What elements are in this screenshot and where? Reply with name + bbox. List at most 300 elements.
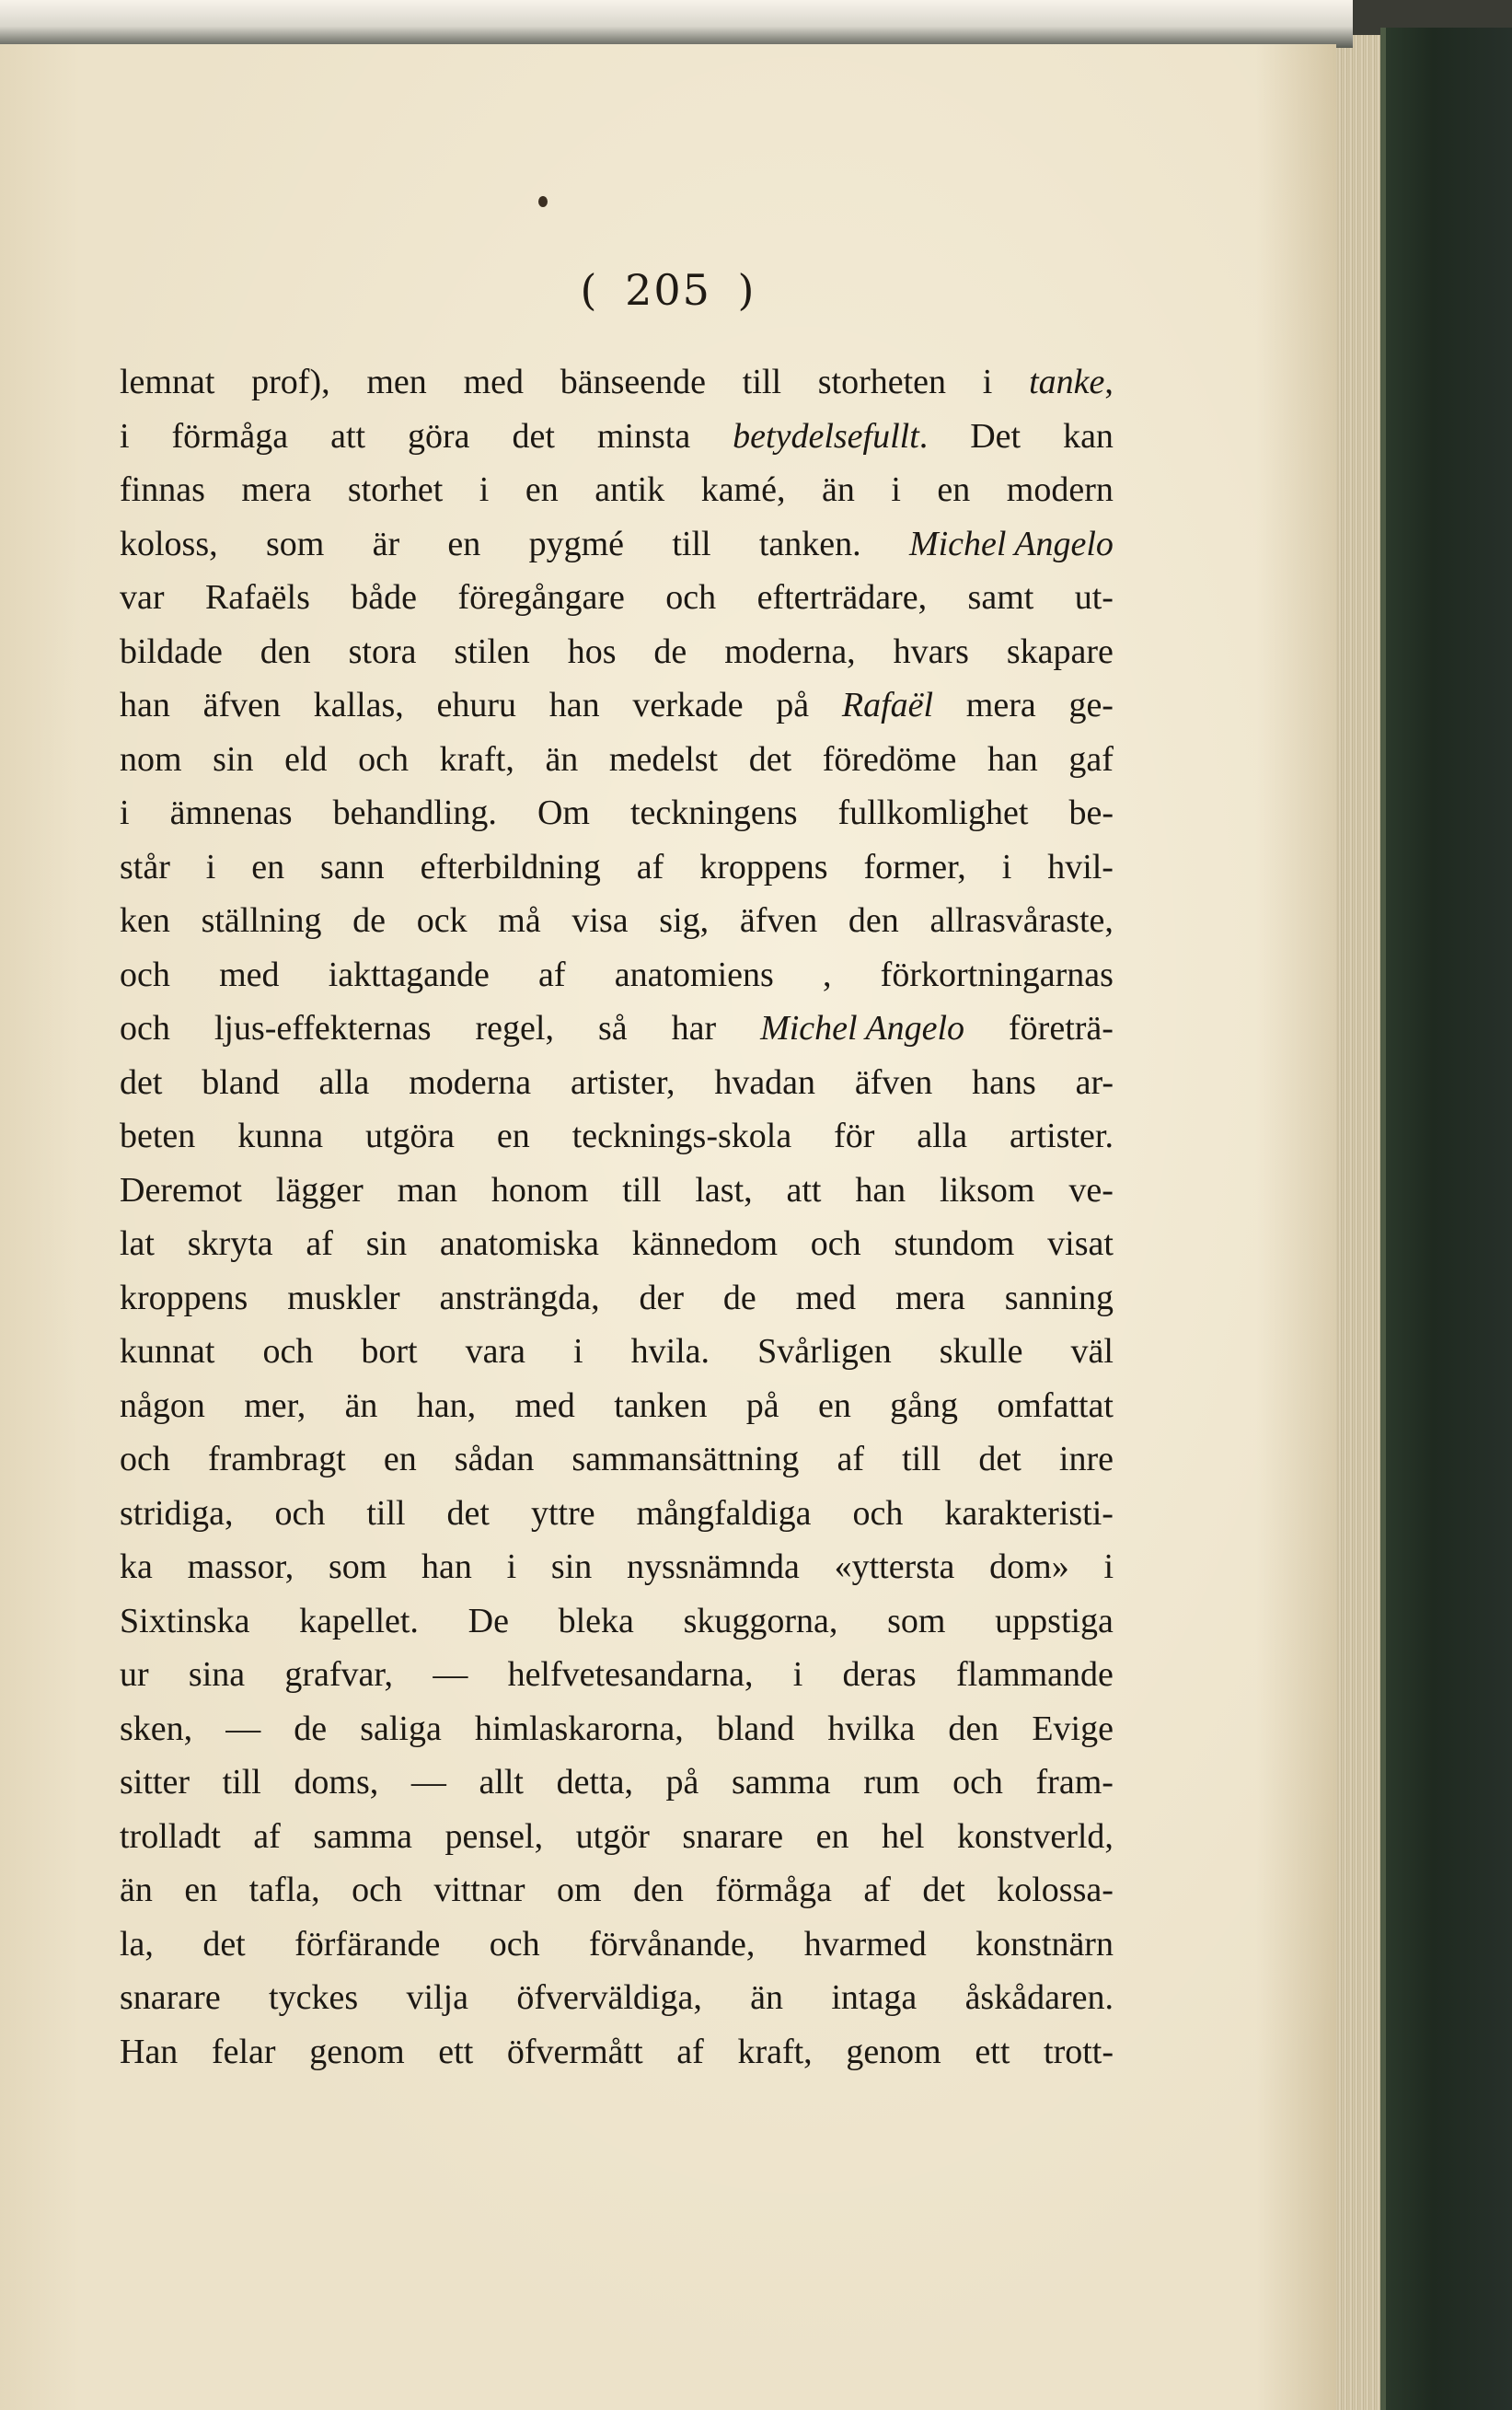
word: men xyxy=(366,363,427,401)
word: medelst xyxy=(608,739,719,779)
word: gång xyxy=(890,1385,959,1425)
word: Sixtinska xyxy=(120,1601,250,1640)
paren-close: ) xyxy=(737,265,756,315)
word: ka xyxy=(120,1547,153,1586)
word: Det xyxy=(970,416,1021,456)
word: han xyxy=(120,686,170,724)
word: den xyxy=(848,901,899,940)
word: må xyxy=(498,901,541,940)
word: der xyxy=(639,1278,685,1317)
word: hvars xyxy=(893,631,969,671)
word: de xyxy=(294,1709,328,1748)
word: flammande xyxy=(955,1655,1114,1694)
word: kunnat xyxy=(120,1332,215,1371)
word: på xyxy=(665,1763,699,1802)
word: ljus-effekternas xyxy=(214,1009,432,1048)
word: stridiga, xyxy=(120,1493,234,1533)
word: ur xyxy=(120,1655,149,1694)
text-line xyxy=(120,1002,1114,1056)
word: bänseende xyxy=(560,363,707,401)
word: kraft, xyxy=(737,2032,813,2071)
word: doms, xyxy=(294,1763,379,1802)
word: nyssnämnda xyxy=(626,1547,800,1586)
text-line xyxy=(120,1379,1114,1433)
word: föredöme xyxy=(822,739,957,779)
word: honom xyxy=(491,1170,589,1210)
word: till xyxy=(672,524,711,563)
word: det xyxy=(120,1062,163,1102)
word: iakttagande xyxy=(328,955,490,994)
word: man xyxy=(397,1170,458,1210)
word: har xyxy=(671,1009,717,1048)
word: och xyxy=(274,1493,326,1533)
word: kunna xyxy=(237,1117,324,1155)
word: genom xyxy=(309,2032,405,2071)
word: hvil- xyxy=(1047,847,1114,886)
word: i xyxy=(792,1655,803,1694)
word: i xyxy=(479,470,490,509)
text-line xyxy=(120,2025,1114,2080)
word: finnas xyxy=(120,470,205,509)
word: i xyxy=(982,363,993,401)
word: han xyxy=(548,686,600,724)
word: sin xyxy=(213,739,254,779)
word: af xyxy=(837,1440,864,1478)
word: allt xyxy=(479,1763,524,1802)
word: samma xyxy=(313,1816,412,1856)
word: det xyxy=(978,1440,1021,1478)
word: koloss, xyxy=(120,524,218,563)
word: han, xyxy=(416,1385,477,1425)
word: ehuru xyxy=(436,686,517,724)
word: än xyxy=(821,470,855,509)
word: konstverld, xyxy=(957,1816,1114,1856)
word: är xyxy=(372,524,400,563)
word: mera xyxy=(965,686,1036,724)
word: former, xyxy=(863,847,966,886)
word: och xyxy=(352,1871,402,1909)
text-line xyxy=(120,1217,1114,1271)
word: och xyxy=(810,1224,861,1263)
word: kroppens xyxy=(699,847,828,886)
text-line xyxy=(120,410,1114,464)
word: än xyxy=(344,1385,378,1425)
word: visat xyxy=(1047,1224,1114,1263)
word: saliga xyxy=(360,1709,442,1748)
word: , xyxy=(822,955,832,994)
word: detta, xyxy=(556,1763,633,1802)
word: hvilka xyxy=(827,1709,916,1748)
word: ut- xyxy=(1074,578,1114,617)
word: stora xyxy=(348,631,417,671)
word: samt xyxy=(967,578,1034,617)
word: i xyxy=(891,470,901,509)
word: hel xyxy=(882,1816,925,1856)
word: till xyxy=(902,1440,941,1478)
word: deras xyxy=(842,1655,917,1694)
word: behandling. xyxy=(332,794,497,832)
word: än xyxy=(545,739,579,779)
text-line xyxy=(120,517,1114,572)
word: och xyxy=(262,1332,314,1371)
word: Svårligen xyxy=(757,1332,892,1371)
word: anatomiska xyxy=(439,1224,599,1263)
word: storhet xyxy=(347,470,444,509)
word: det xyxy=(748,739,792,779)
word: trolladt xyxy=(120,1816,221,1856)
word: han xyxy=(987,739,1038,779)
word: alla xyxy=(318,1062,370,1102)
text-line xyxy=(120,1755,1114,1810)
word: lägger xyxy=(275,1170,364,1210)
page-number-value: 205 xyxy=(625,265,711,315)
text-line xyxy=(120,1810,1114,1864)
word: sanning xyxy=(1004,1278,1114,1317)
word: Evige xyxy=(1032,1709,1114,1748)
word: en xyxy=(815,1816,849,1856)
word: sitter xyxy=(120,1763,190,1802)
word: hans xyxy=(972,1062,1036,1102)
word: i xyxy=(120,416,130,456)
word: han xyxy=(855,1170,906,1210)
word: skulle xyxy=(939,1332,1023,1371)
ink-spot xyxy=(538,196,548,207)
word: ken xyxy=(120,901,170,940)
word: stilen xyxy=(454,631,530,671)
word: det xyxy=(922,1871,965,1909)
word: snarare xyxy=(682,1816,784,1856)
word: bland xyxy=(202,1062,280,1102)
word: så xyxy=(597,1009,628,1048)
word: regel, xyxy=(475,1009,554,1048)
word: tanken xyxy=(614,1385,708,1425)
word: kraft, xyxy=(439,739,514,779)
word: anatomiens xyxy=(614,955,774,994)
word: lemnat xyxy=(120,363,215,401)
word: med xyxy=(795,1278,857,1317)
word: af xyxy=(253,1816,281,1856)
word: kroppens xyxy=(120,1278,248,1317)
text-line xyxy=(120,1702,1114,1756)
word: och xyxy=(489,1924,540,1964)
word: himlaskarorna, xyxy=(474,1709,684,1748)
word: liksom xyxy=(940,1170,1035,1210)
word: tecknings-skola xyxy=(571,1117,792,1155)
word: förkortningarnas xyxy=(880,955,1114,994)
word: kapellet. xyxy=(299,1601,419,1640)
word: ämnenas xyxy=(169,794,293,832)
word: stundom xyxy=(894,1224,1015,1263)
word: allrasvåraste, xyxy=(929,901,1114,940)
word: till xyxy=(742,363,781,401)
word: — xyxy=(433,1655,468,1694)
word: öfvermått xyxy=(506,2032,643,2071)
word: sken, xyxy=(120,1709,193,1748)
word: skryta xyxy=(187,1224,273,1263)
word: äfven xyxy=(202,686,281,724)
word: teckningens xyxy=(630,794,798,832)
word: sådan xyxy=(454,1440,535,1478)
word: göra xyxy=(408,416,470,456)
word: den xyxy=(260,631,311,671)
word: mer, xyxy=(244,1385,306,1425)
word: och xyxy=(358,739,410,779)
word: i xyxy=(205,847,216,886)
text-line xyxy=(120,840,1114,895)
word: ge- xyxy=(1068,686,1114,724)
word: tyckes xyxy=(269,1978,359,2017)
word: föregångare xyxy=(457,578,625,617)
word: pygmé xyxy=(528,524,625,563)
word: la, xyxy=(120,1924,154,1964)
word: storheten xyxy=(817,363,947,401)
word: någon xyxy=(120,1385,205,1425)
word: intaga xyxy=(831,1978,918,2017)
word: de xyxy=(722,1278,756,1317)
text-line xyxy=(120,1918,1114,1972)
text-line xyxy=(120,1594,1114,1649)
word: för xyxy=(834,1117,875,1155)
text-line xyxy=(120,1648,1114,1702)
cover-edge xyxy=(1380,28,1386,2410)
text-line xyxy=(120,786,1114,840)
word: uppstiga xyxy=(995,1601,1114,1640)
word: en xyxy=(383,1440,417,1478)
text-line xyxy=(120,463,1114,517)
word: sin xyxy=(365,1224,408,1263)
word: mångfaldiga xyxy=(636,1493,812,1533)
word: till xyxy=(622,1170,662,1210)
book-cover xyxy=(1380,28,1512,2410)
word: samma xyxy=(732,1763,831,1802)
word: af xyxy=(538,955,566,994)
word: skuggorna, xyxy=(683,1601,838,1640)
word: sin xyxy=(550,1547,593,1586)
word: förvånande, xyxy=(588,1924,756,1964)
word: och xyxy=(120,955,170,994)
word: Deremot xyxy=(120,1170,242,1210)
word: af xyxy=(676,2032,704,2071)
word: artister. xyxy=(1010,1117,1114,1155)
word: hvila. xyxy=(630,1332,710,1371)
word: med xyxy=(463,363,524,401)
text-line xyxy=(120,1164,1114,1218)
word xyxy=(909,517,1114,572)
word: de xyxy=(352,901,387,940)
word: i xyxy=(1103,1547,1114,1586)
word: och xyxy=(852,1493,904,1533)
word: en xyxy=(447,524,481,563)
word: i xyxy=(572,1332,583,1371)
word: genom xyxy=(846,2032,941,2071)
word: ar- xyxy=(1075,1062,1114,1102)
word: efterbildning xyxy=(420,847,601,886)
text-line xyxy=(120,1271,1114,1326)
word: snarare xyxy=(120,1978,221,2017)
word: «yttersta xyxy=(834,1547,955,1586)
word: står xyxy=(120,847,170,886)
word: massor, xyxy=(187,1547,294,1586)
word: hos xyxy=(567,631,617,671)
text-line xyxy=(120,1109,1114,1164)
word: tanken. xyxy=(758,524,861,563)
italic-phrase: Rafaël xyxy=(841,686,934,724)
word: inre xyxy=(1058,1440,1114,1478)
word: betydelsefullt. xyxy=(733,416,929,456)
word: last, xyxy=(695,1170,753,1210)
word: nom xyxy=(120,739,182,779)
word: på xyxy=(745,1385,779,1425)
word: en xyxy=(251,847,285,886)
word: som xyxy=(328,1547,387,1586)
word: vilja xyxy=(406,1978,468,2017)
page xyxy=(0,44,1336,2410)
word: ock xyxy=(416,901,467,940)
word: hvadan xyxy=(714,1062,816,1102)
word: både xyxy=(351,578,418,617)
word: utgöra xyxy=(364,1117,456,1155)
word: helfvetesandarna, xyxy=(507,1655,754,1694)
word: om xyxy=(557,1871,602,1909)
word: åskådaren. xyxy=(964,1978,1114,2017)
text-line xyxy=(120,1863,1114,1918)
paren-open: ( xyxy=(580,265,599,315)
text-line xyxy=(120,1432,1114,1487)
word: förmåga xyxy=(171,416,289,456)
word: att xyxy=(330,416,366,456)
word: sann xyxy=(320,847,385,886)
text-line xyxy=(120,1540,1114,1594)
word: ansträngda, xyxy=(439,1278,600,1317)
word: och xyxy=(120,1440,170,1478)
word: af xyxy=(863,1871,891,1909)
word: kallas, xyxy=(313,686,404,724)
word: sig, xyxy=(659,901,710,940)
word: äfven xyxy=(854,1062,933,1102)
top-edge xyxy=(0,0,1353,48)
word: visa xyxy=(571,901,629,940)
word: sina xyxy=(188,1655,246,1694)
word: som xyxy=(887,1601,946,1640)
word: alla xyxy=(917,1117,968,1155)
word: sammansättning xyxy=(571,1440,800,1478)
word: de xyxy=(653,631,687,671)
word: dom» xyxy=(989,1547,1069,1586)
word: felar xyxy=(211,2032,276,2071)
word: karakteristi- xyxy=(944,1493,1114,1533)
word: tanke, xyxy=(1029,363,1114,401)
word: det xyxy=(202,1924,246,1964)
word: yttre xyxy=(530,1493,595,1533)
word: fram- xyxy=(1035,1763,1114,1802)
word: vittnar xyxy=(433,1871,525,1909)
word: till xyxy=(222,1763,261,1802)
word: och xyxy=(120,1009,170,1048)
text-line xyxy=(120,948,1114,1002)
word: efterträdare, xyxy=(756,578,928,617)
text-line xyxy=(120,1971,1114,2025)
word: ett xyxy=(975,2032,1010,2071)
word: modern xyxy=(1006,470,1114,509)
word: moderna, xyxy=(724,631,856,671)
word: konstnärn xyxy=(975,1924,1114,1964)
word: muskler xyxy=(287,1278,400,1317)
text-line xyxy=(120,1056,1114,1110)
word: rum xyxy=(863,1763,920,1802)
word: trott- xyxy=(1044,2032,1114,2071)
word: förfärande xyxy=(294,1924,441,1964)
word: skapare xyxy=(1006,631,1114,671)
word: var xyxy=(120,578,165,617)
text-line xyxy=(120,678,1114,733)
word: i xyxy=(506,1547,517,1586)
word: artister, xyxy=(571,1062,675,1102)
word: be- xyxy=(1068,794,1114,832)
text-line xyxy=(120,571,1114,625)
text-line xyxy=(120,355,1114,410)
word: än xyxy=(120,1871,153,1909)
text-line xyxy=(120,625,1114,679)
word: och xyxy=(665,578,717,617)
word: förmåga xyxy=(715,1871,832,1909)
page-number xyxy=(0,265,1336,315)
word: mera xyxy=(241,470,312,509)
word: gaf xyxy=(1068,739,1114,779)
word: minsta xyxy=(596,416,691,456)
word: verkade xyxy=(632,686,744,724)
word: prof), xyxy=(251,363,330,401)
word: Han xyxy=(120,2032,179,2071)
word: grafvar, xyxy=(284,1655,394,1694)
word: en xyxy=(184,1871,218,1909)
word: tafla, xyxy=(248,1871,320,1909)
word: ve- xyxy=(1068,1170,1114,1210)
word: bleka xyxy=(558,1601,634,1640)
word: De xyxy=(467,1601,509,1640)
word: den xyxy=(948,1709,999,1748)
word: omfattat xyxy=(997,1385,1114,1425)
word: utgör xyxy=(575,1816,650,1856)
word: moderna xyxy=(409,1062,532,1102)
word: en xyxy=(937,470,971,509)
word: antik xyxy=(594,470,665,509)
word: kan xyxy=(1063,416,1114,456)
word: af xyxy=(306,1224,333,1263)
text-line xyxy=(120,1487,1114,1541)
word: lat xyxy=(120,1224,155,1263)
text-line xyxy=(120,733,1114,787)
text-line xyxy=(120,1325,1114,1379)
word: en xyxy=(525,470,559,509)
word: i xyxy=(1001,847,1012,886)
word: en xyxy=(817,1385,851,1425)
word: företrä- xyxy=(1009,1009,1114,1048)
text-line xyxy=(120,894,1114,948)
word: bort xyxy=(361,1332,418,1371)
word: ett xyxy=(438,2032,474,2071)
word: bland xyxy=(716,1709,795,1748)
word: beten xyxy=(120,1117,196,1155)
italic-phrase: Michel Angelo xyxy=(760,1009,965,1048)
word: fullkomlighet xyxy=(837,794,1029,832)
word: pensel, xyxy=(444,1816,544,1856)
word: i xyxy=(120,794,130,832)
word: till xyxy=(366,1493,406,1533)
word: det xyxy=(446,1493,490,1533)
word: äfven xyxy=(739,901,818,940)
word: kännedom xyxy=(631,1224,779,1263)
word: frambragt xyxy=(207,1440,346,1478)
